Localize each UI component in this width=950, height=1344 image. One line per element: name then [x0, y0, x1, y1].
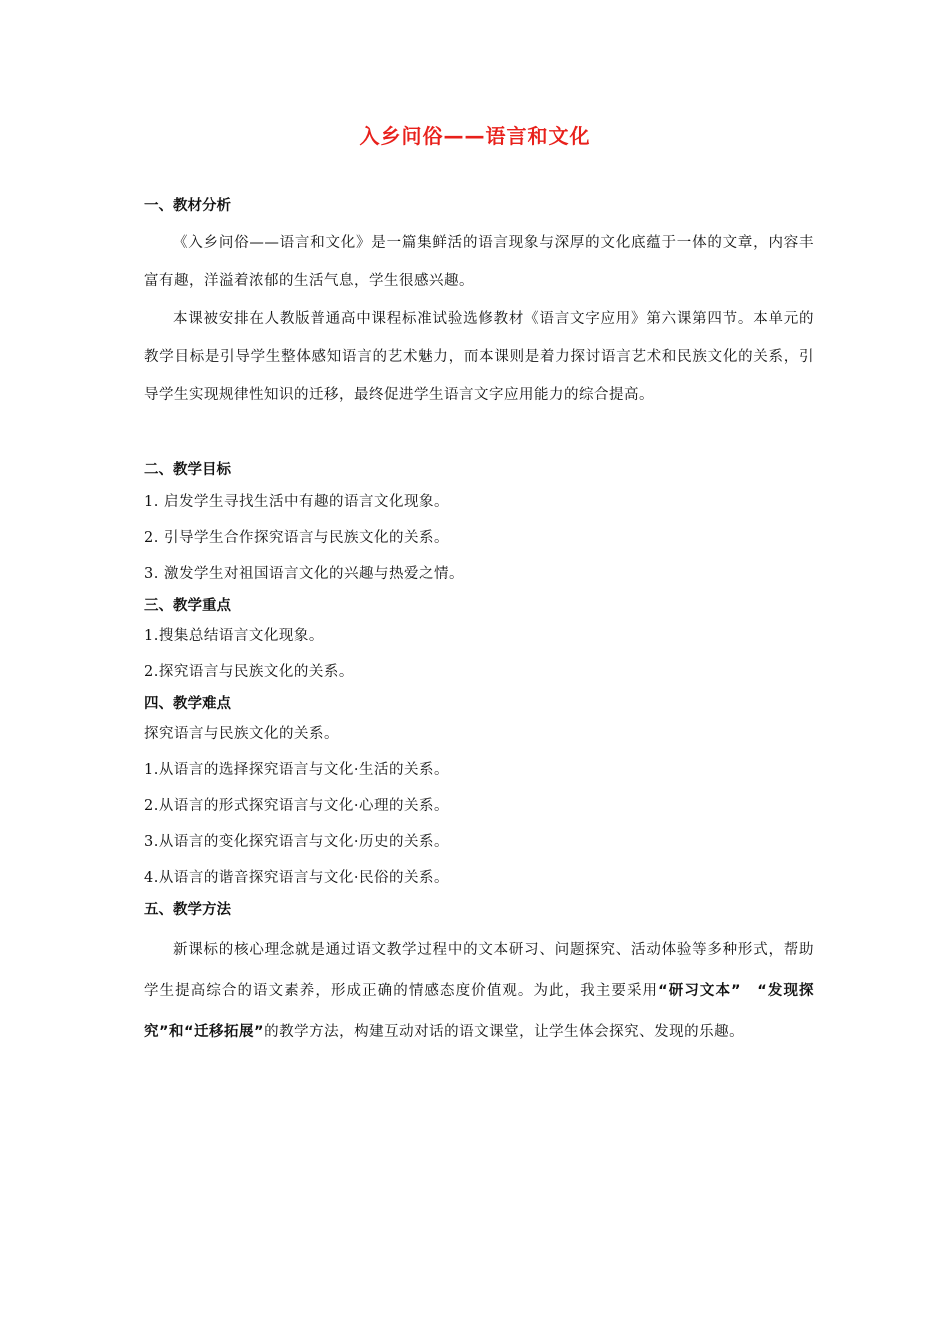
list-item: 2.探究语言与民族文化的关系。: [144, 664, 354, 680]
section-heading-teaching-goals: 二、教学目标: [144, 462, 231, 478]
list-item: 4.从语言的谐音探究语言与文化·民俗的关系。: [144, 870, 449, 886]
list-item: 1.搜集总结语言文化现象。: [144, 628, 324, 644]
list-item: 1. 启发学生寻找生活中有趣的语言文化现象。: [144, 494, 449, 510]
key-point-list: [144, 618, 814, 690]
method-study-text: “研习文本”: [658, 983, 742, 999]
document-body: [144, 196, 814, 1053]
section-heading-teaching-methods: 五、教学方法: [144, 902, 231, 918]
section-heading-difficulties: 四、教学难点: [144, 696, 231, 712]
goal-list: [144, 484, 814, 592]
list-item: 3.从语言的变化探究语言与文化·历史的关系。: [144, 834, 449, 850]
list-item: 2.从语言的形式探究语言与文化·心理的关系。: [144, 798, 449, 814]
paragraph: 本课被安排在人教版普通高中课程标准试验选修教材《语言文字应用》第六课第四节。本单元的教学目标是引导学生整体感知语言的艺术魅力，而本课则是着力探讨语言艺术和民族文化的关系，引导学生实现规律性知识的迁移，最终促进学生语言文字应用能力的综合提高。: [144, 311, 814, 403]
document-title: 入乡问俗——语言和文化: [359, 124, 591, 148]
list-intro: 探究语言与民族文化的关系。: [144, 726, 339, 742]
paragraph: [144, 930, 814, 1053]
method-discover-explore: “发现探究”: [144, 983, 815, 1040]
paragraph: 《入乡问俗——语言和文化》是一篇集鲜活的语言现象与深厚的文化底蕴于一体的文章，内容丰富有趣，洋溢着浓郁的生活气息，学生很感兴趣。: [144, 235, 814, 289]
difficulty-list: [144, 716, 814, 896]
list-item: 3. 激发学生对祖国语言文化的兴趣与热爱之情。: [144, 566, 464, 582]
list-item: 2. 引导学生合作探究语言与民族文化的关系。: [144, 530, 449, 546]
paragraph-text: 的教学方法，构建互动对话的语文课堂，让学生体会探究、发现的乐趣。: [264, 1024, 745, 1040]
paragraph-text: 新课标的核心理念就是通过语文教学过程中的文本研习、问题探究、活动体验等多种形式，帮助学生提高综合的语文素养，形成正确的情感态度价值观。为此，我主要采用: [144, 942, 814, 999]
section-heading-key-points: 三、教学重点: [144, 598, 231, 614]
list-item: 1.从语言的选择探究语言与文化·生活的关系。: [144, 762, 449, 778]
section-heading-textbook-analysis: 一、教材分析: [144, 198, 231, 214]
method-connector: 和: [169, 1024, 185, 1040]
method-transfer-extend: “迁移拓展”: [184, 1024, 265, 1040]
